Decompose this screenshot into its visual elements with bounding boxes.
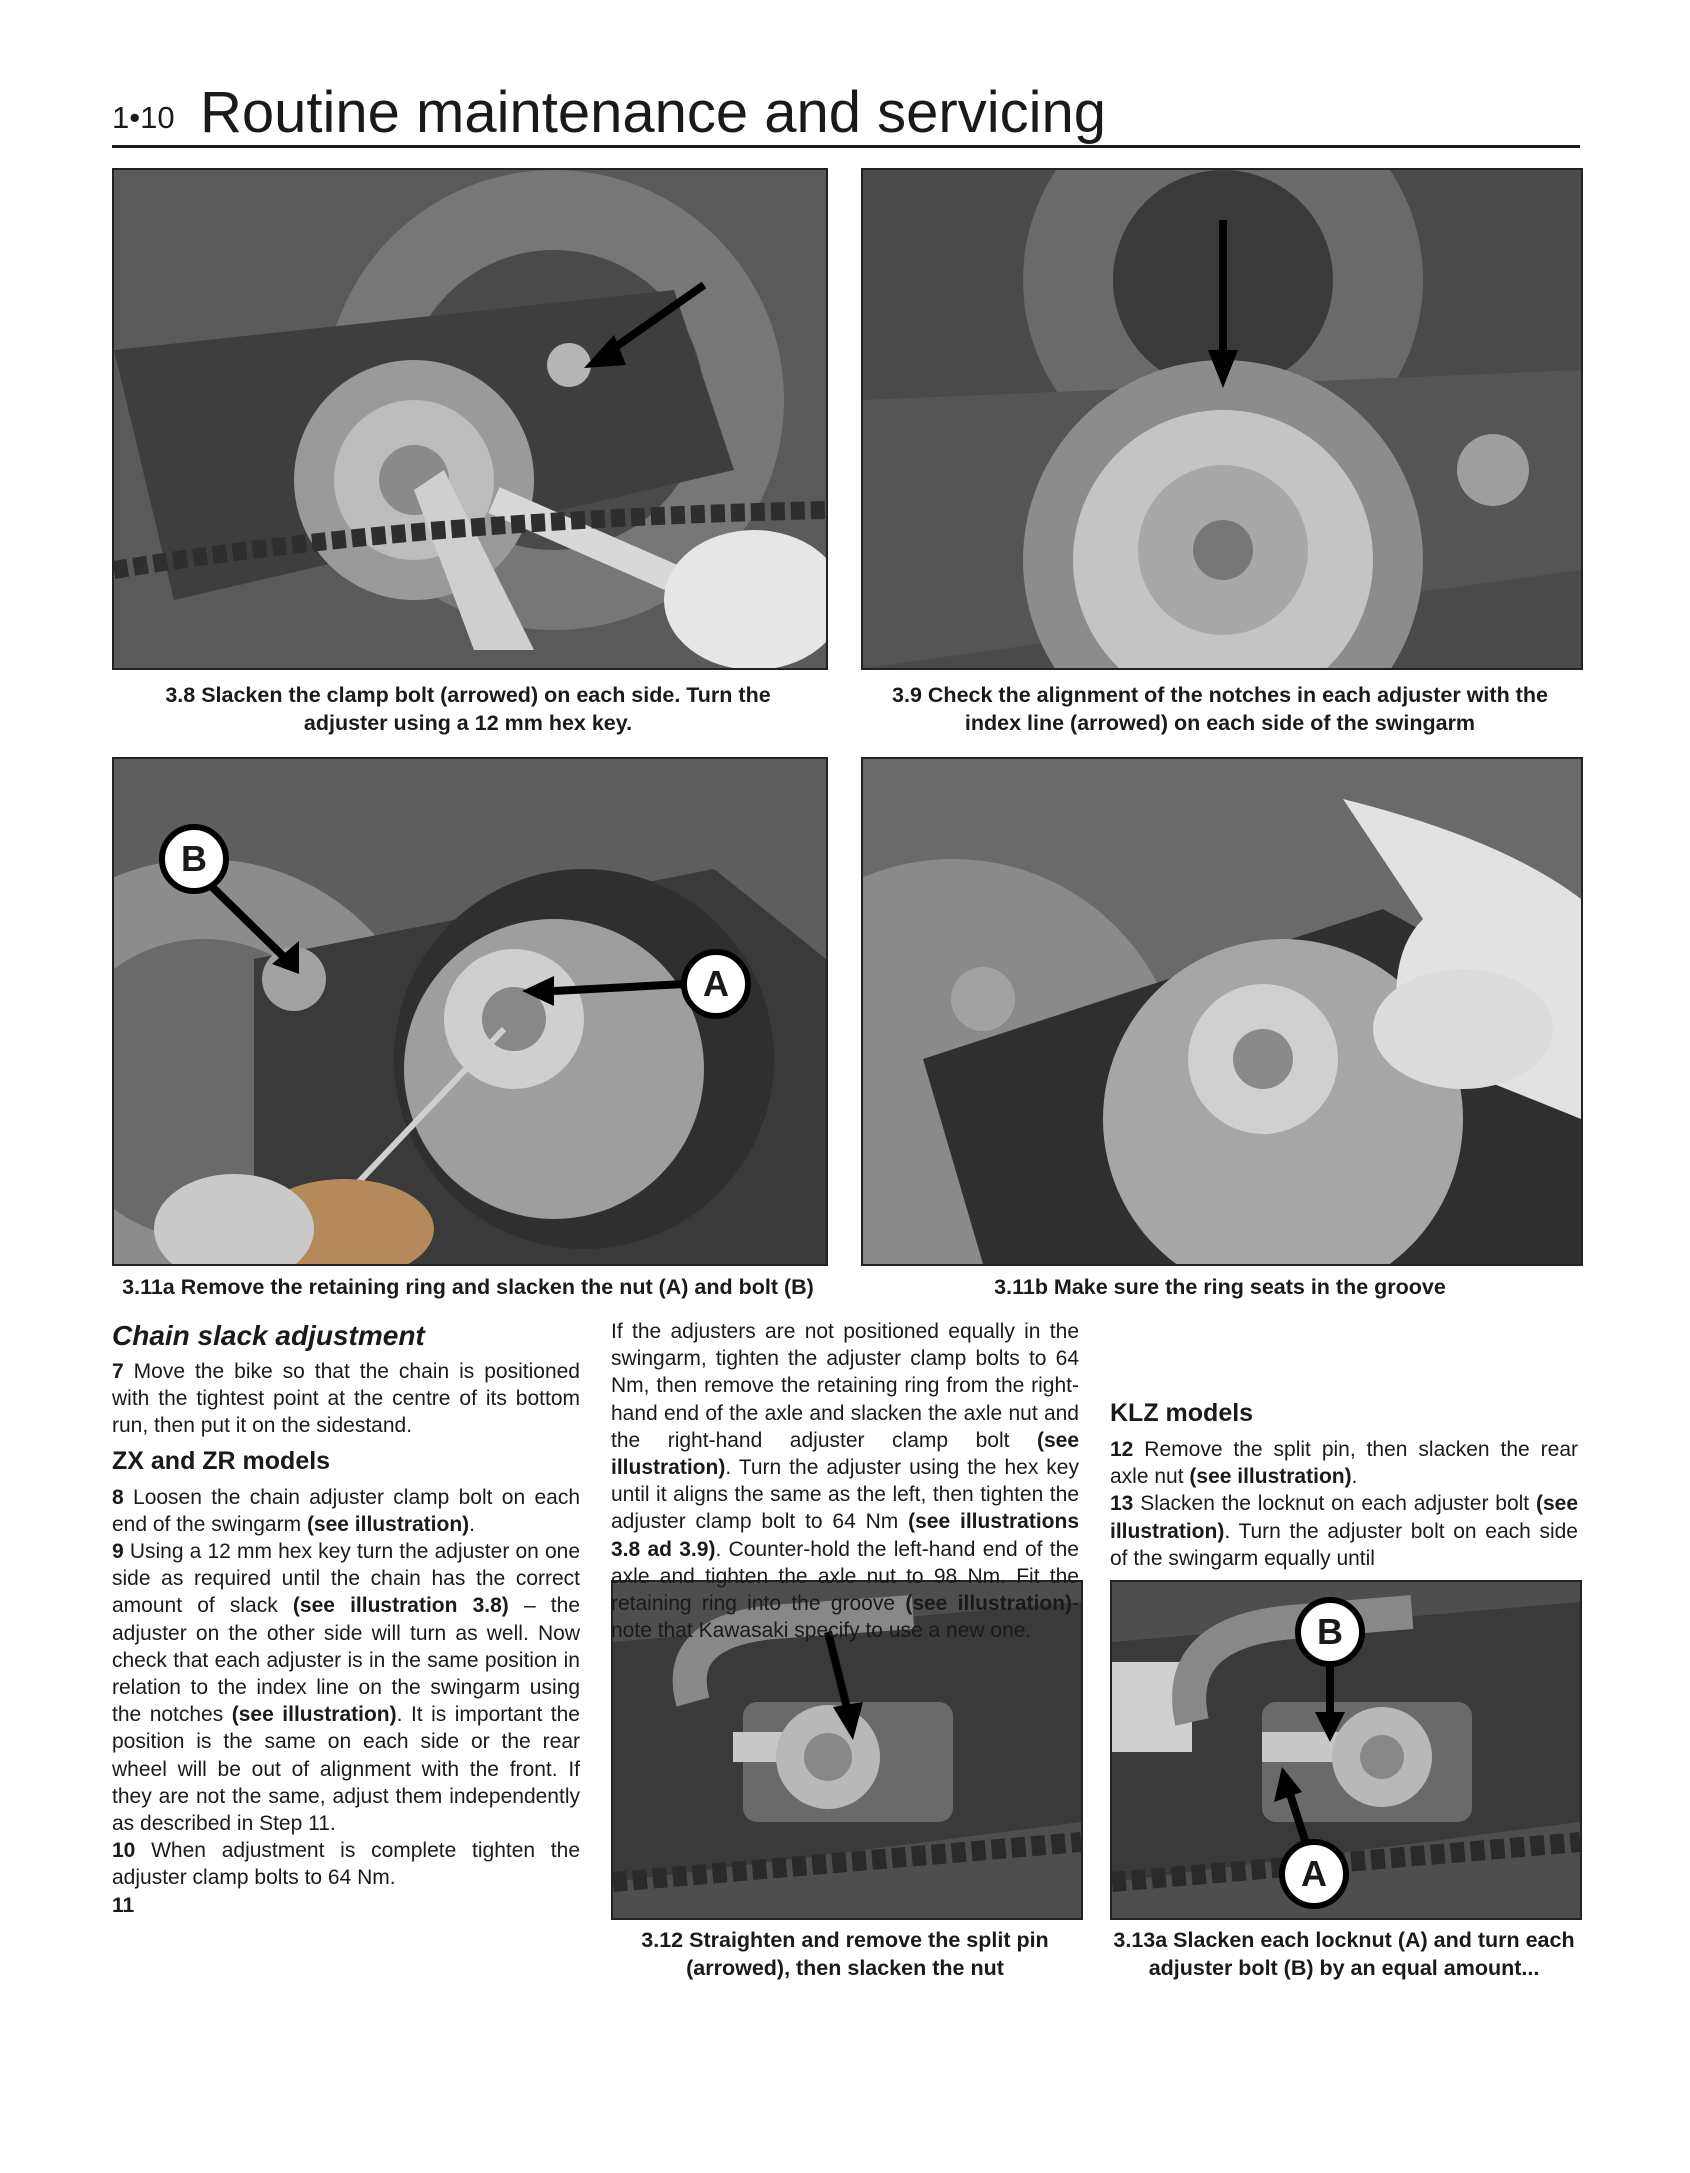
paragraph-text: . — [1351, 1465, 1358, 1489]
paragraph-12 — [1110, 1436, 1578, 1490]
step-number: 12 — [1110, 1438, 1134, 1461]
photo-3-8 — [112, 168, 828, 670]
paragraph-11 — [112, 1892, 580, 1919]
paragraph-11-continued — [611, 1318, 1079, 1644]
step-number: 13 — [1110, 1492, 1134, 1516]
page-number: 1•10 — [112, 100, 175, 135]
caption-3-9: 3.9 Check the alignment of the notches in each adjuster with the index line (arrowed) on each side of the swingarm — [892, 683, 1548, 735]
paragraph-text: . Turn the adjuster using the hex key until it aligns the same as the left, then tighten the adjuster clamp bolt to 64 Nm — [611, 1456, 1079, 1534]
paragraph-text: Slacken the locknut on each adjuster bolt — [1140, 1492, 1536, 1516]
step-number: 7 — [112, 1360, 124, 1383]
illustration-reference: (see illustration) — [611, 1428, 1079, 1480]
illustration-reference: (see illustration 3.8) — [292, 1594, 509, 1618]
caption-3-13a: 3.13a Slacken each locknut (A) and turn each adjuster bolt (B) by an equal amount... — [1113, 1928, 1575, 1980]
caption-3-8: 3.8 Slacken the clamp bolt (arrowed) on each side. Turn the adjuster using a 12 mm hex key. — [165, 683, 771, 735]
subheading-klz: KLZ models — [1110, 1399, 1254, 1427]
paragraph-13 — [1110, 1490, 1578, 1572]
illustration-reference: (see illustration) — [231, 1703, 397, 1727]
illustration-reference: (see illustration) — [306, 1512, 470, 1536]
paragraph-text: . It is important the position is the same on each side or the rear wheel will be out of alignment with the front. If they are not the same, adjust them independently as described in Step 11. — [112, 1703, 580, 1836]
paragraph-text: When adjustment is complete tighten the adjuster clamp bolts to 64 Nm. — [112, 1839, 581, 1890]
caption-3-11b: 3.11b Make sure the ring seats in the groove — [994, 1275, 1446, 1299]
photo-3-13a — [1110, 1580, 1582, 1920]
page-title: Routine maintenance and servicing — [200, 80, 1106, 145]
caption-3-12: 3.12 Straighten and remove the split pin (arrowed), then slacken the nut — [641, 1928, 1049, 1980]
paragraph-text: . — [469, 1512, 475, 1536]
paragraph-text: Loosen the chain adjuster clamp bolt on each end of the swingarm — [112, 1485, 580, 1536]
photo-3-11b — [861, 757, 1583, 1266]
step-number: 10 — [112, 1839, 136, 1863]
text-column-1 — [112, 1318, 580, 1919]
caption-3-11a: 3.11a Remove the retaining ring and slacken the nut (A) and bolt (B) — [122, 1275, 814, 1299]
callout-b-label: B — [181, 838, 207, 879]
paragraph-text: - note that Kawasaki specify to use a new one. — [611, 1592, 1079, 1643]
paragraph-text: Using a 12 mm hex key turn the adjuster on one side as required until the chain has the correct amount of slack — [112, 1540, 580, 1618]
page-header — [112, 72, 1580, 146]
photo-3-11a — [112, 757, 828, 1266]
step-number: 8 — [112, 1485, 124, 1509]
paragraph-text: – the adjuster on the other side will turn as well. Now check that each adjuster is in the same position in relation to the index line on the swingarm using the notches — [112, 1594, 580, 1727]
paragraph-text: . Counter-hold the left-hand end of the axle and tighten the axle nut to 98 Nm. Fit the retaining ring into the groove — [611, 1537, 1079, 1616]
paragraph-text: Move the bike so that the chain is positioned with the tightest point at the centre of its bottom run, then put it on the sidestand. — [112, 1360, 580, 1438]
paragraph-text: Remove the split pin, then slacken the rear axle nut — [1110, 1438, 1578, 1489]
step-number: 9 — [112, 1540, 124, 1564]
header-rule — [112, 145, 1580, 148]
paragraph-text: If the adjusters are not positioned equally in the swingarm, tighten the adjuster clamp bolts to 64 Nm, then remove the retaining ring from the right-hand end of the axle and slacken the axle nut and the right-hand adjuster clamp bolt — [611, 1320, 1079, 1452]
illustration-reference: (see illustration) — [905, 1592, 1072, 1616]
callout-a-label: A — [703, 963, 729, 1004]
callout-b-label: B — [1317, 1611, 1343, 1652]
text-column-3 — [1110, 1392, 1578, 1572]
paragraph-9 — [112, 1538, 580, 1837]
illustration-reference: (see illustrations 3.8 ad 3.9) — [611, 1510, 1080, 1561]
paragraph-10 — [112, 1837, 580, 1891]
illustration-reference: (see illustration) — [1189, 1465, 1352, 1489]
subheading-zx-zr: ZX and ZR models — [112, 1446, 331, 1475]
photo-3-9 — [861, 168, 1583, 670]
paragraph-8 — [112, 1484, 580, 1538]
paragraph-7 — [112, 1358, 580, 1440]
text-column-2 — [611, 1318, 1079, 1644]
step-number: 11 — [112, 1893, 135, 1917]
section-title: Chain slack adjustment — [112, 1320, 425, 1351]
callout-a-label: A — [1301, 1853, 1327, 1894]
illustration-reference: (see illustration) — [1110, 1492, 1578, 1543]
paragraph-text: . Turn the adjuster bolt on each side of the swingarm equally until — [1110, 1519, 1578, 1570]
